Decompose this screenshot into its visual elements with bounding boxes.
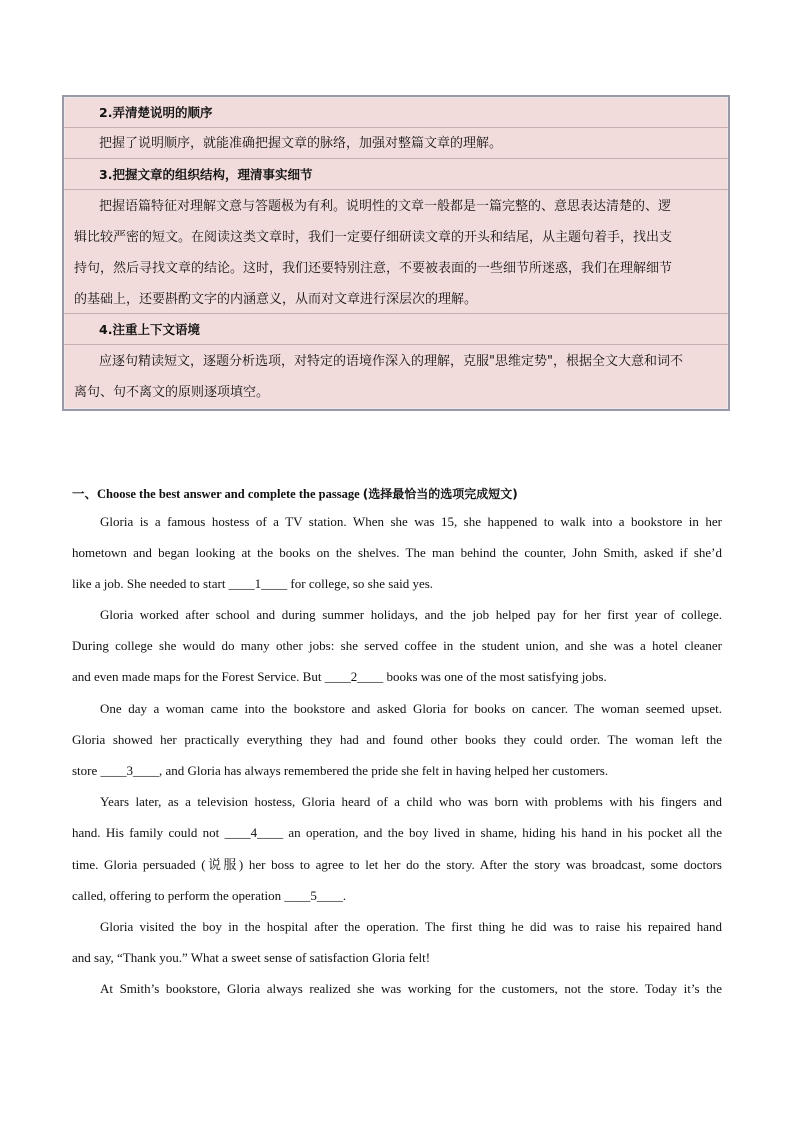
passage-line: hometown and began looking at the books on the shelves. The man behind the counter, John Smith, asked if she’d [72,545,722,560]
passage-line: store ____3____, and Gloria has always remembered the pride she felt in having helped her customers. [72,763,609,778]
tip-text: 的基础上，还要斟酌文字的内涵意义，从而对文章进行深层次的理解。 [74,292,478,307]
passage-line: One day a woman came into the bookstore and asked Gloria for books on cancer. The woman seemed upset. [100,701,722,716]
passage-line: hand. His family could not ____4____ an operation, and the boy lived in shame, hiding his hand in his pocket all the [72,825,722,840]
passage-line: At Smith’s bookstore, Gloria always realized she was working for the customers, not the store. Today it’s the [100,981,722,996]
passage-line: Gloria is a famous hostess of a TV station. When she was 15, she happened to walk into a bookstore in her [100,514,722,529]
tip-row [64,127,728,159]
tip-row [64,313,728,345]
passage-line: Gloria visited the boy in the hospital after the operation. The first thing he did was to raise his repaired hand [100,919,722,934]
passage-line: Gloria showed her practically everything they had and found other books they could order. The woman left the [72,732,722,747]
tip-row [64,97,728,127]
passage-line: like a job. She needed to start ____1____ for college, so she said yes. [72,576,434,591]
section-title-cn: (选择最恰当的选项完成短文) [362,487,518,501]
passage-line: Gloria worked after school and during summer holidays, and the job helped pay for her first year of college. [100,607,722,622]
tip-heading: 4.注重上下文语境 [99,322,200,337]
tip-text: 离句、句不离文的原则逐项填空。 [74,385,270,400]
tip-row [64,344,728,410]
passage-line: called, offering to perform the operation ____5____. [72,888,347,903]
passage-line: time. Gloria persuaded (说服) her boss to agree to let her do the story. After the story was broadcast, some doctors [72,857,722,872]
tip-text: 把握语篇特征对理解文意与答题极为有利。说明性的文章一般都是一篇完整的、意思表达清楚的、逻 [99,199,672,214]
passage-line: Years later, as a television hostess, Gloria heard of a child who was born with problems with his fingers and [100,794,722,809]
tip-row [64,189,728,314]
tip-text: 应逐句精读短文，逐题分析选项，对特定的语境作深入的理解，克服"思维定势"，根据全文大意和词不 [99,354,683,369]
tip-text: 把握了说明顺序，就能准确把握文章的脉络，加强对整篇文章的理解。 [99,136,503,151]
passage-line: and say, “Thank you.” What a sweet sense of satisfaction Gloria felt! [72,950,431,965]
tip-text: 辑比较严密的短文。在阅读这类文章时，我们一定要仔细研读文章的开头和结尾，从主题句着手，找出支 [74,230,673,245]
tip-text: 持句，然后寻找文章的结论。这时，我们还要特别注意，不要被表面的一些细节所迷惑，我们在理解细节 [74,261,673,276]
section-title [72,484,518,502]
tips-box [62,95,730,411]
section-title-en: Choose the best answer and complete the passage [97,487,363,501]
tip-heading: 2.弄清楚说明的顺序 [99,105,213,120]
passage-line: During college she would do many other jobs: she served coffee in the student union, and she was a hotel cleaner [72,638,722,653]
tip-row [64,158,728,190]
section-number: 一、 [72,487,98,501]
tip-heading: 3.把握文章的组织结构，理清事实细节 [99,167,313,182]
passage-line: and even made maps for the Forest Service. But ____2____ books was one of the most satisfying jobs. [72,669,607,684]
